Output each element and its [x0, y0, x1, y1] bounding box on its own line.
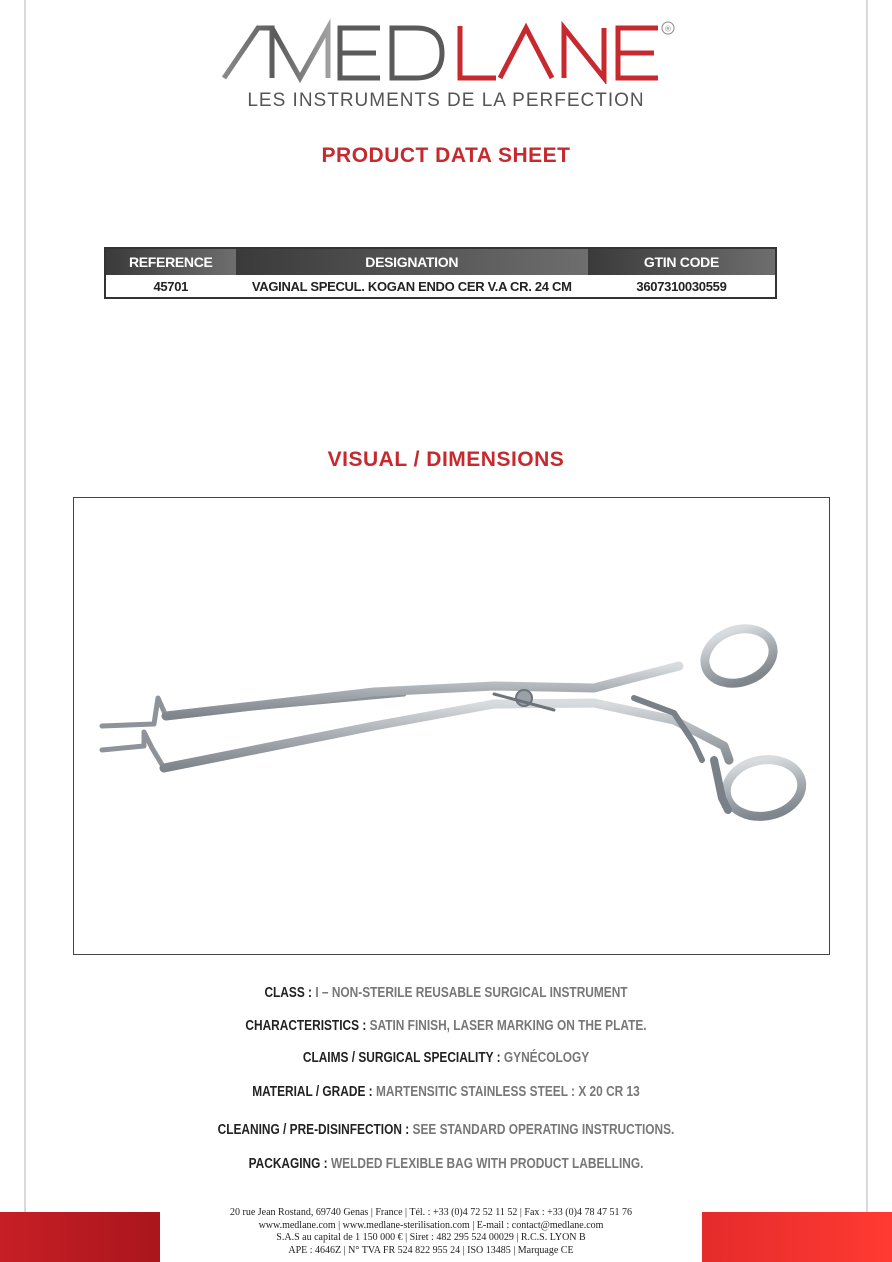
spec-packaging	[80, 1156, 811, 1172]
page-border-right	[866, 0, 868, 1262]
table-header-row	[105, 248, 776, 275]
spec-material-value: MARTENSITIC STAINLESS STEEL : X 20 CR 13	[375, 1084, 640, 1100]
spec-cleaning-value: SEE STANDARD OPERATING INSTRUCTIONS.	[412, 1122, 675, 1138]
spec-cleaning	[80, 1122, 811, 1138]
visual-dimensions-title: VISUAL / DIMENSIONS	[327, 448, 565, 471]
spec-class	[80, 985, 811, 1001]
product-data-sheet-title: PRODUCT DATA SHEET	[321, 144, 571, 167]
cell-gtin-code: 3607310030559	[588, 275, 776, 298]
spec-class-value: I – NON-STERILE REUSABLE SURGICAL INSTRUMENT	[315, 985, 628, 1001]
cell-designation: VAGINAL SPECUL. KOGAN ENDO CER V.A CR. 24 CM	[236, 275, 588, 298]
header-gtin-code: GTIN CODE	[588, 248, 776, 275]
footer-address: 20 rue Jean Rostand, 69740 Genas | France | Tél. : +33 (0)4 72 52 11 52 | Fax : +33 (0)4 78 47 51 76	[230, 1207, 632, 1218]
surgical-speculum-image	[74, 498, 829, 954]
brand-tagline: LES INSTRUMENTS DE LA PERFECTION	[247, 90, 645, 111]
spec-characteristics	[80, 1018, 811, 1034]
spec-claims-value: GYNÉCOLOGY	[503, 1050, 590, 1066]
product-image-frame	[73, 497, 830, 955]
spec-characteristics-label: CHARACTERISTICS :	[245, 1018, 367, 1034]
spec-claims-label: CLAIMS / SURGICAL SPECIALITY :	[302, 1050, 501, 1066]
footer-bar-left	[0, 1212, 160, 1262]
reference-table	[104, 247, 777, 299]
medlane-logo-mark	[216, 18, 676, 84]
registered-mark: ®	[665, 24, 671, 34]
header-designation: DESIGNATION	[236, 248, 588, 275]
footer-company: S.A.S au capital de 1 150 000 € | Siret : 482 295 524 00029 | R.C.S. LYON B	[276, 1232, 586, 1243]
medlane-logo	[0, 18, 892, 84]
footer-bar-right	[702, 1212, 892, 1262]
spec-characteristics-value: SATIN FINISH, LASER MARKING ON THE PLATE.	[369, 1018, 647, 1034]
spec-cleaning-label: CLEANING / PRE-DISINFECTION :	[217, 1122, 410, 1138]
spec-class-label: CLASS :	[264, 985, 313, 1001]
header-reference: REFERENCE	[105, 248, 236, 275]
table-row	[105, 275, 776, 298]
cell-reference: 45701	[105, 275, 236, 298]
footer-contact	[160, 1207, 702, 1257]
page-border-left	[24, 0, 26, 1262]
footer-registration: APE : 4646Z | N° TVA FR 524 822 955 24 | ISO 13485 | Marquage CE	[288, 1244, 574, 1256]
spec-claims	[80, 1050, 811, 1066]
footer-web: www.medlane.com | www.medlane-sterilisation.com | E-mail : contact@medlane.com	[258, 1219, 604, 1231]
spec-packaging-value: WELDED FLEXIBLE BAG WITH PRODUCT LABELLING.	[330, 1156, 644, 1172]
spec-material-label: MATERIAL / GRADE :	[252, 1084, 373, 1100]
spec-material	[80, 1084, 811, 1100]
spec-packaging-label: PACKAGING :	[248, 1156, 328, 1172]
